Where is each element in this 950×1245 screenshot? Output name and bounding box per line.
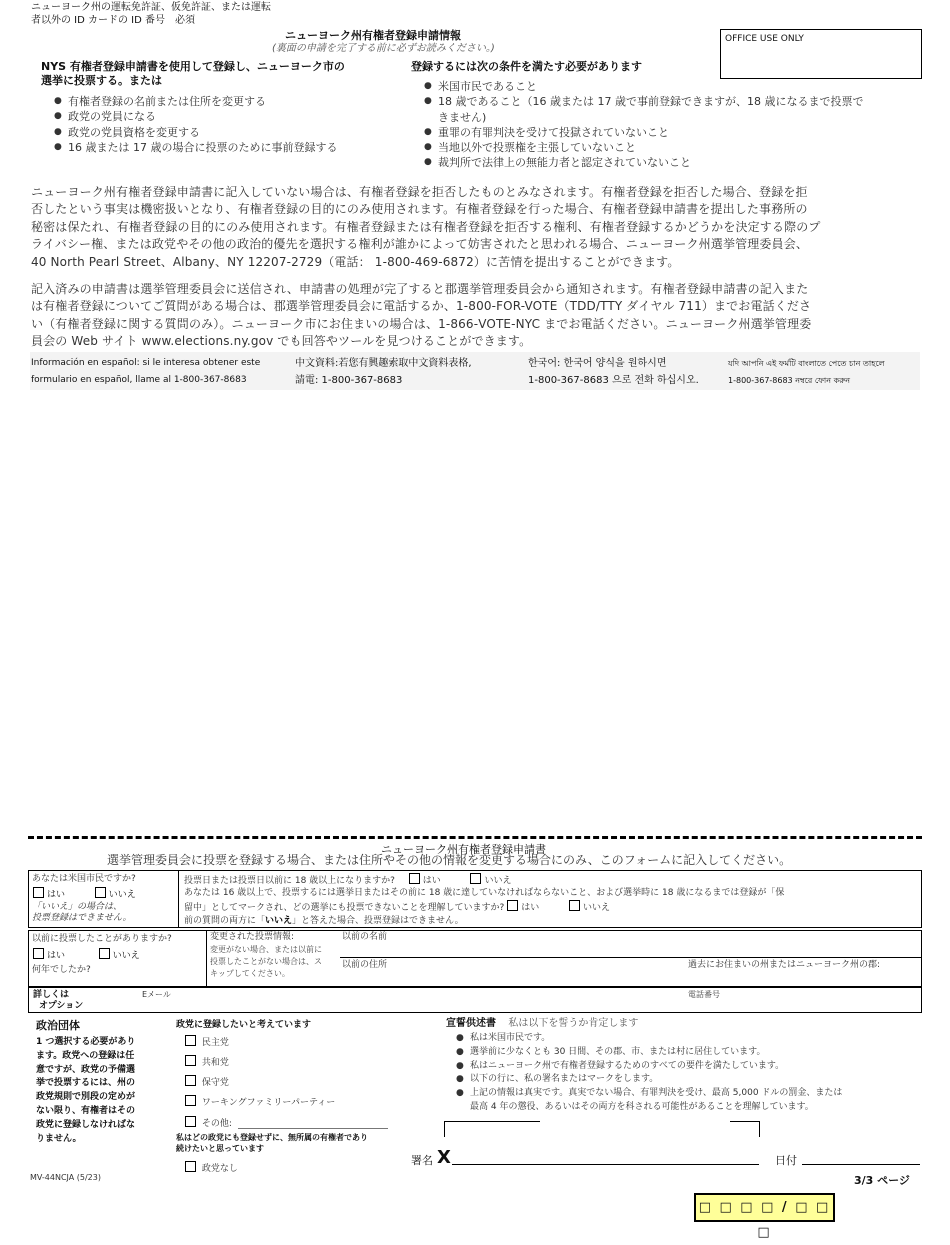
democratic-checkbox[interactable] [185, 1035, 196, 1046]
phone-input[interactable] [740, 996, 918, 1010]
previous-name-label: 以前の名前 [342, 932, 388, 942]
list-item: ● 政党の党員になる [52, 109, 337, 124]
age-yes-checkbox[interactable] [409, 873, 420, 884]
citizen-question: あなたは米国市民ですか? [32, 874, 136, 884]
details-label: 詳しくは オプション [33, 990, 84, 1011]
voted-before-question: 以前に投票したことがありますか? [32, 934, 172, 944]
info-title: ニューヨーク州有権者登録申請情報 [285, 29, 461, 42]
divider [206, 930, 207, 987]
prereg-no-checkbox[interactable] [569, 900, 580, 911]
privacy-paragraph: ニューヨーク州有権者登録申請書に記入していない場合は、有権者登録を拒否したものとみなされます。有権者登録を拒否した場合、登録を拒 否したという事実は機密扱いとなり、有権者登録の目的にのみ使用されます。有権者登録を行った場合、有権者登録申請書を提出した事務所の 秘密は保たれ、有権者登録の目的にのみ使用されます。有権者登録または有権者登録を拒否する権利、有権者登録するかどうかを決定する際のプ ライバシー権、または政党やその他の政治的優先を選択する権利が誰かによって妨害されたと思われる場合、ニューヨーク州選挙管理委員会、 40 North Pearl Street、Albany、NY 12207-2729（電話： 1-800-469-6872）に苦情を提出することができます。 [31, 185, 821, 269]
affidavit-list [454, 1032, 924, 1115]
signature-x-mark: X [437, 1147, 451, 1168]
year-question: 何年でしたか? [32, 965, 91, 975]
working-families-checkbox[interactable] [185, 1095, 196, 1106]
date-field[interactable] [802, 1164, 920, 1165]
party-option-democratic: 民主党 [185, 1035, 229, 1049]
divider [178, 870, 179, 928]
bengali-note: যদি আপনি এই ফর্মটি বাংলাতে পেতে চান তাহলে 1-800-367-8683 নম্বরে ফোন করুন [728, 359, 885, 385]
list-item: ● 私は米国市民です。 [454, 1032, 924, 1046]
list-item: ● 以下の行に、私の署名またはマークをします。 [454, 1073, 924, 1087]
changed-info-note: 変更がない場合、または以前に 投票したことがない場合は、ス キップしてください。 [210, 945, 322, 978]
voted-no-checkbox[interactable] [99, 948, 110, 959]
register-purpose-list [52, 94, 337, 155]
requirements-list [422, 79, 922, 171]
citizen-yes-checkbox[interactable] [33, 887, 44, 898]
citizen-note: 「いいえ」の場合は、 投票登録はできません。 [32, 902, 132, 923]
list-item: ● 選挙前に少なくとも 30 日間、その郡、市、または村に居住しています。 [454, 1046, 924, 1060]
previous-name-field[interactable] [340, 957, 922, 958]
form-title: ニューヨーク州有権者登録申請書 [381, 843, 546, 856]
conservative-checkbox[interactable] [185, 1075, 196, 1086]
voted-yes-checkbox[interactable] [33, 948, 44, 959]
cut-line [28, 836, 922, 839]
previous-address-label: 以前の住所 [342, 960, 388, 970]
list-item: ● 私はニューヨーク州で有権者登録するためのすべての要件を満たしています。 [454, 1060, 924, 1074]
id-requirement-note: ニューヨーク州の運転免許証、仮免許証、または運転 者以外の ID カードの ID 番号 必須 [31, 2, 271, 26]
citizen-options: はい いいえ [33, 887, 136, 901]
list-item: ● 裁判所で法律上の無能力者と認定されていないこと [422, 155, 922, 170]
party-option-conservative: 保守党 [185, 1075, 229, 1089]
email-label: Eメール [142, 990, 171, 999]
voted-options: はい いいえ [33, 948, 140, 962]
other-party-checkbox[interactable] [185, 1116, 196, 1127]
party-option-none: 政党なし [185, 1161, 238, 1175]
list-item: ● 上記の情報は真実です。真実でない場合、有罪判決を受け、最高 5,000 ドルの罰金、または 最高 4 年の懲役、あるいはその両方を科される可能性があることを理解しています。 [454, 1087, 924, 1115]
register-purpose-heading: NYS 有権者登録申請書を使用して登録し、ニューヨーク市の 選挙に投票する。または [41, 60, 345, 87]
form-code: MV-44NCJA (5/23) [30, 1173, 101, 1182]
republican-checkbox[interactable] [185, 1055, 196, 1066]
page-number: 3/3 ページ [854, 1174, 910, 1187]
list-item: ● 政党の党員資格を変更する [52, 125, 337, 140]
signature-box-gap [540, 1119, 730, 1124]
signature-label: 署名 [411, 1154, 433, 1167]
signature-field[interactable] [452, 1164, 759, 1165]
chinese-note: 中文資料:若您有興趣索取中文資料表格, 請電: 1-800-367-8683 [295, 358, 472, 386]
changed-info-label: 変更された投票情報: [210, 932, 295, 942]
date-label: 日付 [775, 1154, 797, 1167]
list-item: ● 有権者登録の名前または住所を変更する [52, 94, 337, 109]
list-item: ● 米国市民であること [422, 79, 922, 94]
list-item: ● 16 歳または 17 歳の場合に投票のために事前登録する [52, 140, 337, 155]
email-input[interactable] [220, 996, 680, 1010]
office-use-label: OFFICE USE ONLY [725, 34, 804, 44]
requirements-heading: 登録するには次の条件を満たす必要があります [411, 60, 642, 73]
party-option-republican: 共和党 [185, 1055, 229, 1069]
no-party-checkbox[interactable] [185, 1161, 196, 1172]
age-no-checkbox[interactable] [470, 873, 481, 884]
previous-county-label: 過去にお住まいの州またはニューヨーク州の郡: [688, 960, 881, 970]
info-subtitle: (裏面の申請を完了する前に必ずお読みください。) [272, 43, 495, 54]
list-item: ● 当地以外で投票権を主張していないこと [422, 140, 922, 155]
spanish-note: Información en español: si le interesa obtener este formulario en español, llame al 1-800-367-8683 [31, 358, 261, 385]
party-heading: 政党に登録したいと考えています [176, 1020, 312, 1030]
ineligible-note: 前の質問の両方に「いいえ」と答えた場合、投票登録はできません。 [184, 916, 464, 926]
phone-label: 電話番号 [688, 990, 720, 999]
no-party-statement: 私はどの政党にも登録せずに、無所属の有権者であり 続けたいと思っています [176, 1133, 368, 1153]
party-note: 1 つ選択する必要があり ます。政党への登録は任 意ですが、政党の予備選 挙で投票するには、州の 政党規則で別段の定めが ない限り、有権者はその 政党に登録しなければな りません。 [36, 1037, 136, 1144]
korean-note: 한국어: 한국어 양식을 원하시면 1-800-367-8683 으로 전화 하십시오. [528, 358, 699, 386]
party-option-working-families: ワーキングファミリーパーティー [185, 1095, 335, 1109]
prereg-yes-checkbox[interactable] [507, 900, 518, 911]
office-use-box [720, 29, 922, 79]
print-form-button[interactable]: □ □ □ □ / □ □ □ [694, 1193, 835, 1222]
form-instruction: 選挙管理委員会に投票を登録する場合、または住所やその他の情報を変更する場合にのみ、このフォームに記入してください。 [107, 853, 792, 867]
list-item: ● 18 歳であること（16 歳または 17 歳で事前登録できますが、18 歳になるまで投票で きません) [422, 94, 922, 125]
affidavit-header: 宣誓供述書 私は以下を誓うか肯定します [446, 1018, 639, 1029]
list-item: ● 重罪の有罪判決を受けて投獄されていないこと [422, 125, 922, 140]
other-party-input[interactable] [238, 1128, 388, 1129]
preregistration-question: あなたは 16 歳以上で、投票するには選挙日またはその前に 18 歳に達していなければならないこと、および選挙時に 18 歳になるまでは登録が「保 留中」としてマークされ、どの選挙にも投票できないことを理解していますか? はい いいえ 前の質問の両方に「いいえ」と答えた場合、投票登録はできません。 [184, 887, 918, 928]
contact-paragraph: 記入済みの申請書は選挙管理委員会に送信され、申請書の処理が完了すると郡選挙管理委員会から通知されます。有権者登録申請書の記入また は有権者登録についてご質問がある場合は、郡選挙管理委員会に電話するか、1-800-FOR-VOTE（TDD/TTY ダイヤル 711）までお電話くださ い（有権者登録に関する質問のみ）。ニューヨーク市にお住まいの場合は、1-866-VOTE-NYC までお電話ください。ニューヨーク州選挙管理委 員会の Web サイト www.elections.ny.gov でも回答やツールを見つけることができます。 [31, 282, 812, 349]
party-title: 政治団体 [36, 1019, 80, 1032]
citizen-no-checkbox[interactable] [95, 887, 106, 898]
age-question: 投票日または投票日以前に 18 歳以上になりますか? はい いいえ [184, 873, 511, 887]
party-option-other: その他: [185, 1116, 232, 1130]
